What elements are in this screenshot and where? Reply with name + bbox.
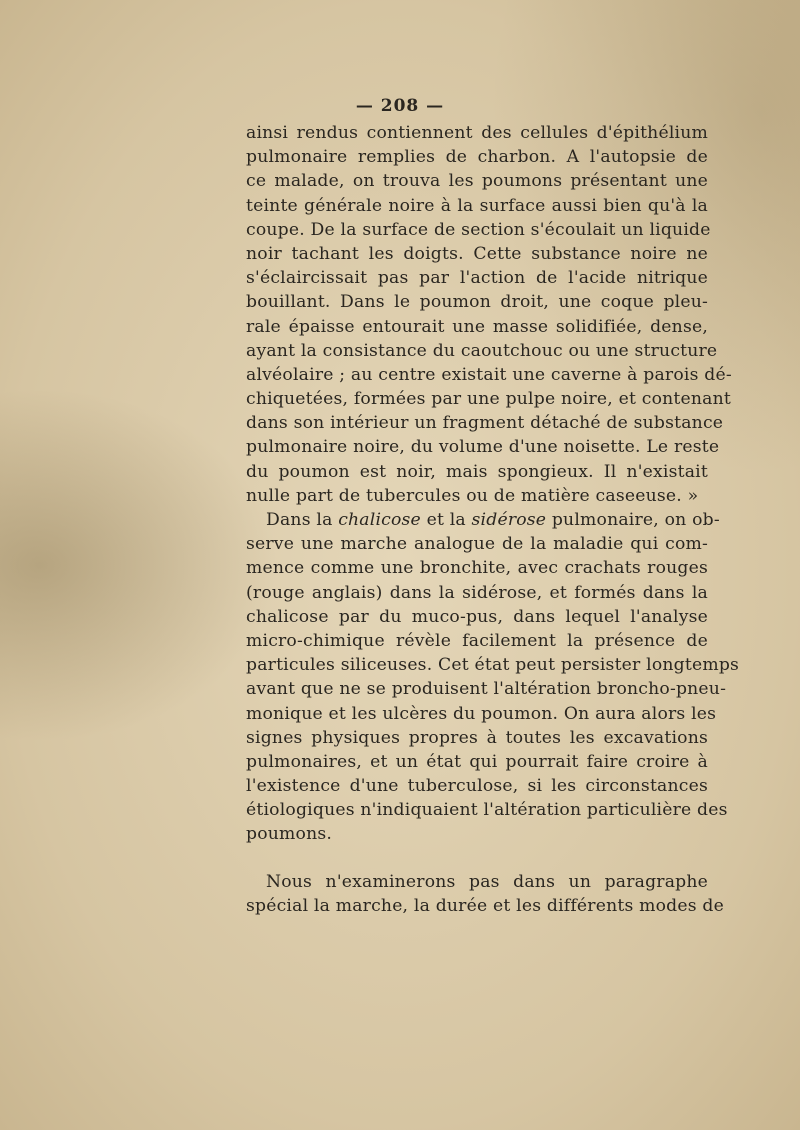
text-line: signes physiques propres à toutes les excavations xyxy=(246,727,708,748)
text-line: bouillant. Dans le poumon droit, une coque pleu- xyxy=(246,292,708,313)
text-line: poumons. xyxy=(246,824,333,845)
paragraph-1 xyxy=(246,121,732,508)
text-line: dans son intérieur un fragment détaché de substance xyxy=(246,413,724,434)
text-line: serve une marche analogue de la maladie qui com- xyxy=(246,534,708,555)
paragraph-3 xyxy=(246,870,725,918)
text-run: Dans la xyxy=(266,510,339,530)
page-body xyxy=(246,121,740,918)
text-line: pulmonaire remplies de charbon. A l'autopsie de xyxy=(246,147,708,168)
term-chalicose: chalicose xyxy=(338,510,421,530)
text-line: teinte générale noire à la surface aussi bien qu'à la xyxy=(246,195,708,216)
text-line: micro-chimique révèle facilement la présence de xyxy=(246,630,708,651)
text-line: alvéolaire ; au centre existait une caverne à parois dé- xyxy=(246,364,732,385)
paragraph-2 xyxy=(246,508,740,847)
text-line: (rouge anglais) dans la sidérose, et formés dans la xyxy=(246,582,708,603)
text-line: nulle part de tubercules ou de matière caseeuse. » xyxy=(246,485,699,506)
text-line: mence comme une bronchite, avec crachats rouges xyxy=(246,558,708,579)
term-siderose: sidérose xyxy=(471,510,547,530)
text-line: chalicose par du muco-pus, dans lequel l'analyse xyxy=(246,606,708,627)
text-line: noir tachant les doigts. Cette substance noire ne xyxy=(246,243,708,264)
text-line: étiologiques n'indiquaient l'altération particulière des xyxy=(246,800,728,821)
text-line: spécial la marche, la durée et les différents modes de xyxy=(246,895,725,916)
text-line: monique et les ulcères du poumon. On aura alors les xyxy=(246,703,717,724)
text-line: rale épaisse entourait une masse solidifiée, dense, xyxy=(246,316,708,337)
text-line: ce malade, on trouva les poumons présentant une xyxy=(246,171,708,192)
text-line: s'éclaircissait pas par l'action de l'acide nitrique xyxy=(246,268,708,289)
text-line: ainsi rendus contiennent des cellules d'épithélium xyxy=(246,123,708,143)
text-line: pulmonaire noire, du volume d'une noisette. Le reste xyxy=(246,437,720,458)
paragraph-gap xyxy=(246,847,708,870)
text-line: pulmonaires, et un état qui pourrait faire croire à xyxy=(246,751,708,772)
text-line: particules siliceuses. Cet état peut persister longtemps xyxy=(246,655,740,676)
text-line: du poumon est noir, mais spongieux. Il n'existait xyxy=(246,461,708,482)
page-number: — 208 — xyxy=(355,96,445,116)
text-run: et la xyxy=(420,510,472,530)
text-line: l'existence d'une tuberculose, si les circonstances xyxy=(246,776,708,797)
text-line: avant que ne se produisent l'altération broncho-pneu- xyxy=(246,679,727,700)
text-line: coupe. De la surface de section s'écoulait un liquide xyxy=(246,219,711,240)
text-line xyxy=(246,508,720,532)
text-line: ayant la consistance du caoutchouc ou une structure xyxy=(246,340,718,361)
text-line: Nous n'examinerons pas dans un paragraphe xyxy=(266,871,708,892)
text-run: pulmonaire, on ob- xyxy=(546,510,720,530)
text-line: chiquetées, formées par une pulpe noire, et contenant xyxy=(246,389,731,410)
